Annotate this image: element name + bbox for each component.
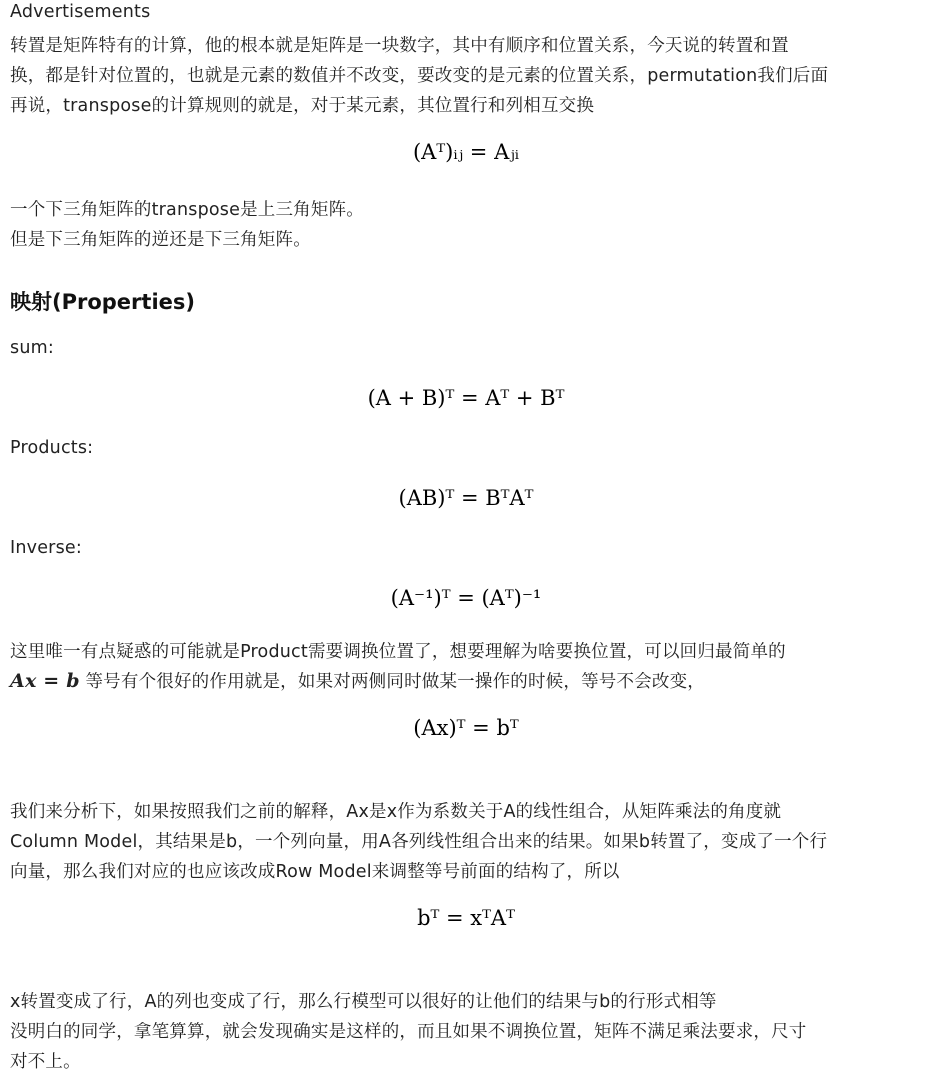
note-line-1: 一个下三角矩阵的transpose是上三角矩阵。 — [10, 200, 364, 220]
inverse-label: Inverse: — [10, 538, 82, 558]
sum-equation: (A + B)ᵀ = Aᵀ + Bᵀ — [367, 386, 565, 410]
analysis-equation: bᵀ = xᵀAᵀ — [417, 906, 515, 930]
intro-line-2: 换，都是针对位置的，也就是元素的数值并不改变，要改变的是元素的位置关系，permutation我们后面 — [10, 66, 829, 86]
inline-equation: Ax = b — [10, 670, 80, 692]
properties-heading: 映射(Properties) — [10, 290, 195, 314]
conclusion-line-2: 没明白的同学，拿笔算算，就会发现确实是这样的，而且如果不调换位置，矩阵不满足乘法要求，尺寸 — [10, 1022, 807, 1042]
explanation-line-2 — [10, 668, 705, 693]
sum-label: sum: — [10, 338, 54, 358]
inverse-equation: (A⁻¹)ᵀ = (Aᵀ)⁻¹ — [390, 586, 542, 610]
explanation-line-2-text: 等号有个很好的作用就是，如果对两侧同时做某一操作的时候，等号不会改变， — [79, 672, 705, 692]
analysis-line-2: Column Model，其结果是b，一个列向量，用A各列线性组合出来的结果。如果b转置了，变成了一个行 — [10, 832, 828, 852]
conclusion-line-1: x转置变成了行，A的列也变成了行，那么行模型可以很好的让他们的结果与b的行形式相等 — [10, 992, 717, 1012]
note-line-2: 但是下三角矩阵的逆还是下三角矩阵。 — [10, 230, 311, 250]
conclusion-line-3: 对不上。 — [10, 1052, 81, 1072]
intro-line-1: 转置是矩阵特有的计算，他的根本就是矩阵是一块数字，其中有顺序和位置关系，今天说的转置和置 — [10, 36, 789, 56]
explanation-equation: (Ax)ᵀ = bᵀ — [413, 716, 519, 740]
explanation-line-1: 这里唯一有点疑惑的可能就是Product需要调换位置了，想要理解为啥要换位置，可以回归最简单的 — [10, 642, 786, 662]
definition-equation: (Aᵀ)ᵢⱼ = Aⱼᵢ — [412, 140, 520, 164]
analysis-line-3: 向量，那么我们对应的也应该改成Row Model来调整等号前面的结构了，所以 — [10, 862, 620, 882]
products-equation: (AB)ᵀ = BᵀAᵀ — [398, 486, 534, 510]
products-label: Products: — [10, 438, 94, 458]
intro-line-3: 再说，transpose的计算规则的就是，对于某元素，其位置行和列相互交换 — [10, 96, 595, 116]
advertisements-label: Advertisements — [10, 2, 151, 22]
analysis-line-1: 我们来分析下，如果按照我们之前的解释，Ax是x作为系数关于A的线性组合，从矩阵乘法的角度就 — [10, 802, 782, 822]
